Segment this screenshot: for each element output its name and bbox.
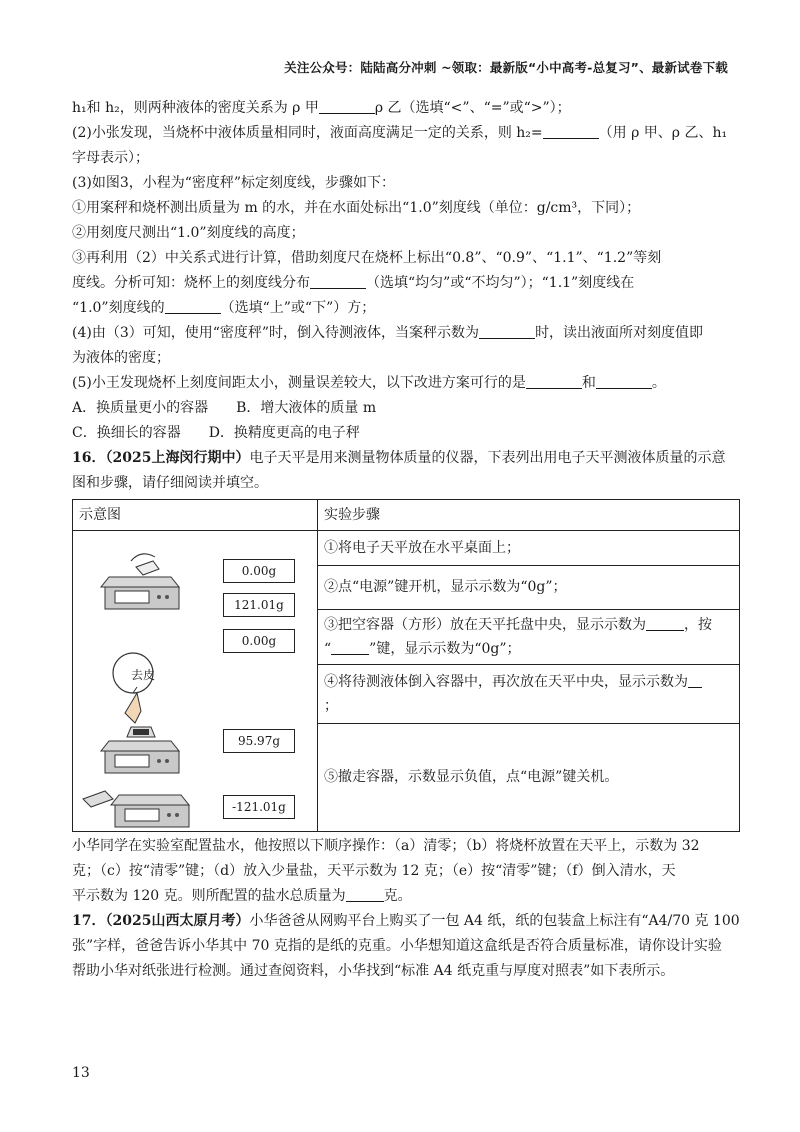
- text-line: 平示数为 120 克。则所配置的盐水总质量为 克。: [72, 888, 412, 904]
- answer-blank[interactable]: [165, 299, 221, 314]
- text-line: ③再利用（2）中关系式进行计算，借助刻度尺在烧杯上标出“0.8”、“0.9”、“1.1”、“1.2”等刻: [72, 250, 662, 266]
- answer-blank[interactable]: [479, 324, 535, 339]
- answer-blank[interactable]: [596, 374, 652, 389]
- page-number: 13: [72, 1065, 90, 1081]
- text-line: 图和步骤，请仔细阅读并填空。: [72, 475, 268, 491]
- answer-blank[interactable]: [543, 124, 599, 139]
- question-16: 16．（2025上海闵行期中）电子天平是用来测量物体质量的仪器，下表列出用电子天平测液体质量的示意: [72, 450, 726, 466]
- text-line: (4)由（3）可知，使用“密度秤”时，倒入待测液体，当案秤示数为 时，读出液面所对刻度值即: [72, 325, 704, 341]
- question-17: 17．（2025山西太原月考）小华爸爸从网购平台上购买了一包 A4 纸，纸的包装盒上标注有“A4/70 克 100: [72, 913, 740, 929]
- text-line: (2)小张发现，当烧杯中液体质量相同时，液面高度满足一定的关系，则 h₂= （用 ρ 甲、ρ 乙、h₁: [72, 125, 728, 141]
- step-1: ①将电子天平放在水平桌面上；: [318, 531, 740, 566]
- text-line: 克；（c）按“清零”键；（d）放入少量盐，天平示数为 12 克；（e）按“清零”键；（f）倒入清水，天: [72, 863, 676, 879]
- display-readout: -121.01g: [223, 795, 295, 819]
- answer-blank[interactable]: [526, 374, 582, 389]
- text-line: 帮助小华对纸张进行检测。通过查阅资料，小华找到“标准 A4 纸克重与厚度对照表”如下表所示。: [72, 963, 675, 979]
- experiment-table: [72, 499, 740, 832]
- tare-button-label: 去皮: [131, 668, 156, 682]
- step-4: ④将待测液体倒入容器中，再次放在天平中央，显示示数为 ；: [318, 664, 740, 723]
- text-line: 度线。分析可知：烧杯上的刻度线分布 （选填“均匀”或“不均匀”）；“1.1”刻度线在: [72, 275, 635, 291]
- table-header-figure: 示意图: [73, 500, 318, 531]
- text-line: h₁和 h₂，则两种液体的密度关系为 ρ 甲 ρ 乙（选填“<”、“=”或“>”）；: [72, 100, 571, 116]
- display-readout: 121.01g: [223, 593, 295, 617]
- option-line: C．换细长的容器 D．换精度更高的电子秤: [72, 425, 360, 441]
- answer-blank[interactable]: [331, 640, 369, 655]
- step-5: ⑤撤走容器，示数显示负值，点“电源”键关机。: [318, 724, 740, 832]
- answer-blank[interactable]: [319, 99, 375, 114]
- text-line: ②用刻度尺测出“1.0”刻度线的高度；: [72, 225, 305, 241]
- answer-blank[interactable]: [346, 887, 384, 902]
- scale-icon: [83, 791, 189, 827]
- text-line: ①用案秤和烧杯测出质量为 m 的水，并在水面处标出“1.0”刻度线（单位：g/cm³，下同）；: [72, 200, 641, 216]
- text-line: (3)如图3，小程为“密度秤”标定刻度线，步骤如下：: [72, 175, 396, 191]
- text-line: 小华同学在实验室配置盐水，他按照以下顺序操作：（a）清零；（b）将烧杯放置在天平上，示数为 32: [72, 838, 700, 854]
- page-header: 关注公众号：陆陆高分冲刺 ~领取：最新版“小中高考-总复习”、最新试卷下载: [284, 60, 728, 75]
- answer-blank[interactable]: [310, 274, 366, 289]
- figure-cell: [73, 531, 318, 832]
- text-line: 张”字样，爸爸告诉小华其中 70 克指的是纸的克重。小华想知道这盒纸是否符合质量标准，请你设计实验: [72, 938, 722, 954]
- step-2: ②点“电源”键开机，显示示数为“0g”；: [318, 566, 740, 609]
- option-line: A．换质量更小的容器 B．增大液体的质量 m: [72, 400, 377, 416]
- answer-blank[interactable]: [646, 616, 684, 631]
- display-readout: 0.00g: [223, 559, 295, 583]
- scale-icon: [101, 727, 179, 773]
- text-line: “1.0”刻度线的 （选填“上”或“下”）方；: [72, 300, 376, 316]
- answer-blank[interactable]: [688, 673, 702, 688]
- display-readout: 95.97g: [223, 729, 295, 753]
- scale-icon: [101, 554, 179, 609]
- display-readout: 0.00g: [223, 629, 295, 653]
- table-header-steps: 实验步骤: [318, 500, 740, 531]
- text-line: 字母表示）；: [72, 150, 149, 166]
- question-number: 16．（2025上海闵行期中）: [72, 450, 250, 466]
- text-line: 为液体的密度；: [72, 350, 170, 366]
- balance-figure: [73, 531, 313, 831]
- step-3: ③把空容器（方形）放在天平托盘中央，显示示数为 ，按 “ ”键，显示示数为“0g”；: [318, 609, 740, 664]
- document-body: [72, 96, 740, 984]
- question-number: 17．（2025山西太原月考）: [72, 913, 250, 929]
- text-line: (5)小王发现烧杯上刻度间距太小，测量误差较大，以下改进方案可行的是 和 。: [72, 375, 666, 391]
